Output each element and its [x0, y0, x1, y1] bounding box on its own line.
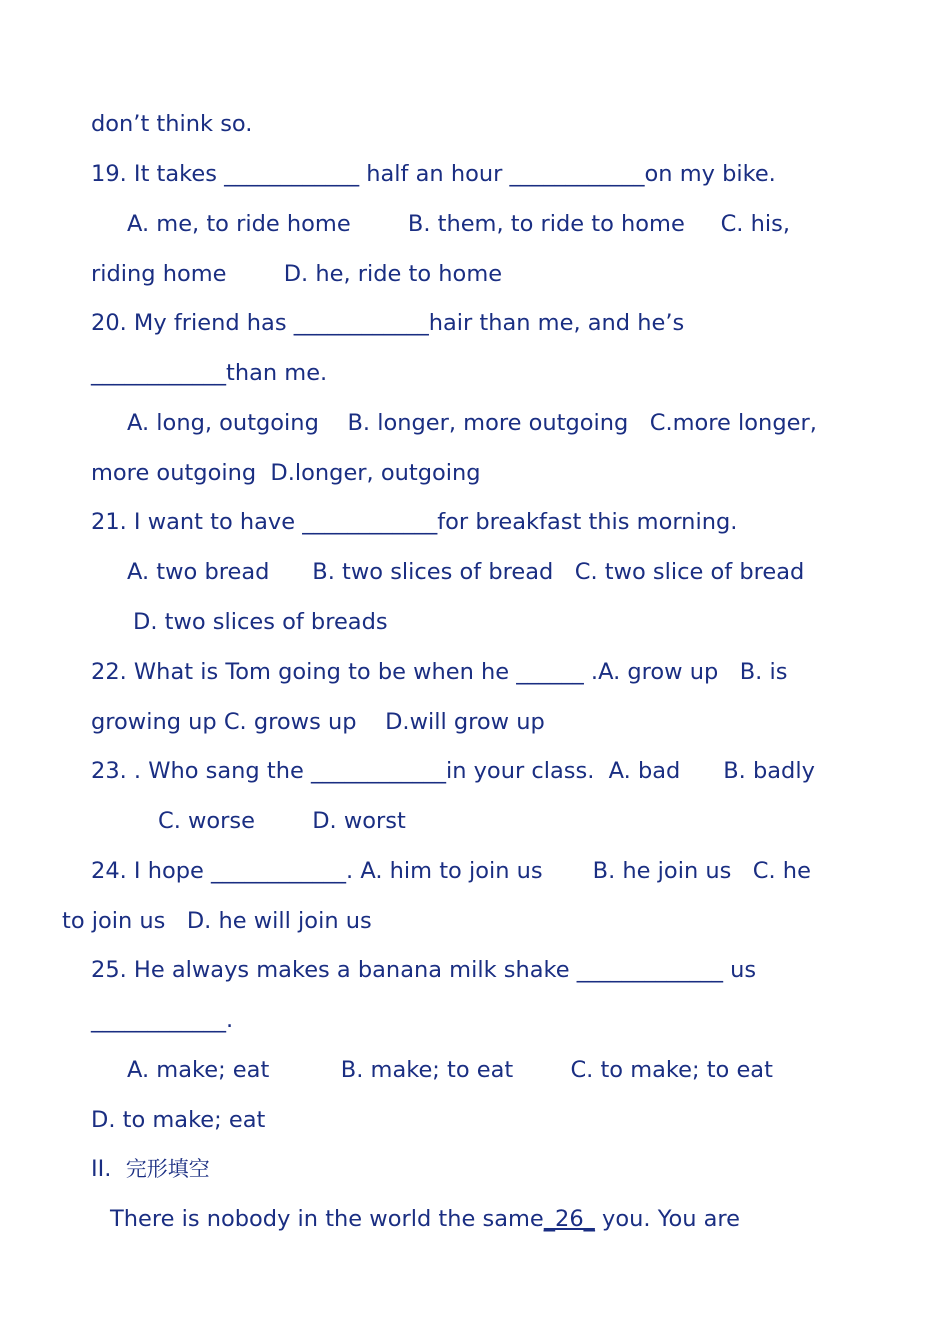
cloze-passage-line: [110, 1204, 740, 1234]
question-21: 21. I want to have ____________for breakfast this morning.: [91, 509, 738, 535]
question-24-cont: to join us D. he will join us: [62, 908, 372, 934]
question-20: 20. My friend has ____________hair than me, and he’s: [91, 310, 685, 336]
section-number: II.: [91, 1156, 112, 1182]
text-line: don’t think so.: [91, 111, 253, 137]
question-23: 23. . Who sang the ____________in your class. A. bad B. badly: [91, 758, 815, 784]
question-22-cont: growing up C. grows up D.will grow up: [91, 709, 545, 735]
section-title: 完形填空: [125, 1157, 210, 1181]
question-21-options: A. two bread B. two slices of bread C. two slice of bread: [127, 559, 805, 585]
question-20-options: A. long, outgoing B. longer, more outgoing C.more longer,: [127, 410, 817, 436]
question-19-options-cont: riding home D. he, ride to home: [91, 261, 503, 287]
question-22: 22. What is Tom going to be when he ______ .A. grow up B. is: [91, 659, 788, 685]
question-25-options-cont: D. to make; eat: [91, 1107, 266, 1133]
question-19-options: A. me, to ride home B. them, to ride to home C. his,: [127, 211, 790, 237]
question-25-cont: ____________.: [91, 1007, 234, 1033]
question-24: 24. I hope ____________. A. him to join us B. he join us C. he: [91, 858, 811, 884]
cloze-text-start: There is nobody in the world the same: [110, 1206, 544, 1232]
cloze-blank-26: _26_: [543, 1206, 595, 1232]
section-heading: [91, 1154, 210, 1184]
cloze-text-end: you. You are: [594, 1206, 741, 1232]
question-21-options-cont: D. two slices of breads: [133, 609, 388, 635]
question-25-options: A. make; eat B. make; to eat C. to make; to eat: [127, 1057, 773, 1083]
question-20-options-cont: more outgoing D.longer, outgoing: [91, 460, 481, 486]
question-20-cont: ____________than me.: [91, 360, 328, 386]
question-19: 19. It takes ____________ half an hour ____________on my bike.: [91, 161, 776, 187]
question-25: 25. He always makes a banana milk shake _____________ us: [91, 957, 757, 983]
question-23-options: C. worse D. worst: [158, 808, 406, 834]
